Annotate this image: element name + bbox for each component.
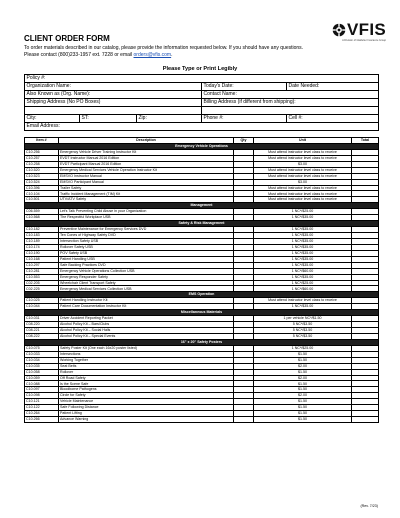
- item-description: Working Together: [59, 357, 234, 363]
- unit-price: 1 NC*/$35.00: [254, 304, 352, 310]
- item-number: C10.189: [25, 238, 59, 244]
- item-number: C10.568: [25, 215, 59, 221]
- vfis-logo: [332, 20, 386, 40]
- unit-price: 1 NC*/$35.00: [254, 227, 352, 233]
- item-description: Is the Scene Safe: [59, 381, 234, 387]
- item-description: EMSVO Participant Manual: [59, 179, 234, 185]
- item-number: C10.098: [25, 393, 59, 399]
- item-number: C10.059: [25, 375, 59, 381]
- section-title: Emergency Vehicle Operations: [25, 143, 379, 149]
- item-description: Intersection Safety USB: [59, 238, 234, 244]
- unit-price: $2.00: [254, 393, 352, 399]
- unit-price: $1.50: [254, 405, 352, 411]
- item-description: Trailer Safety: [59, 185, 234, 191]
- unit-price: $2.00: [254, 375, 352, 381]
- unit-price: Must attend instructor level class to receive: [254, 298, 352, 304]
- unit-price: 1 NC*/$25.00: [254, 209, 352, 215]
- todays-date-field[interactable]: Today's Date:: [202, 83, 287, 91]
- unit-price: 5 NC*/$3.50: [254, 333, 352, 339]
- item-number: C10.266: [25, 417, 59, 423]
- item-description: Traffic Incident Management (TIM) Kit: [59, 191, 234, 197]
- item-description: EMSVO Instructor Manual: [59, 173, 234, 179]
- qty-input[interactable]: [234, 417, 254, 423]
- unit-price: $2.00: [254, 363, 352, 369]
- item-number: C08.222: [25, 333, 59, 339]
- header-item: Item #: [25, 138, 59, 144]
- intro-text: [24, 45, 384, 59]
- item-number: C10.264: [25, 411, 59, 417]
- item-description: Seat Belts: [59, 363, 234, 369]
- unit-price: 1 NC*/$35.00: [254, 274, 352, 280]
- shipping-address-blank[interactable]: [25, 107, 202, 115]
- item-description: Patient Handling Instructor Kit: [59, 298, 234, 304]
- item-number: C10.281: [25, 268, 59, 274]
- item-number: C10.088: [25, 381, 59, 387]
- unit-price: 1 NC*/$35.00: [254, 244, 352, 250]
- unit-price: 1 NC*/$35.00: [254, 256, 352, 262]
- unit-price: 1 NC*/$60.00: [254, 286, 352, 292]
- header-total: Total: [352, 138, 379, 144]
- unit-price: Must attend instructor level class to receive: [254, 173, 352, 179]
- policy-field[interactable]: Policy #:: [25, 75, 379, 83]
- item-number: C10.523: [25, 173, 59, 179]
- order-table-body: [25, 143, 379, 422]
- item-number: C10.097: [25, 387, 59, 393]
- item-number: C10.033: [25, 351, 59, 357]
- item-description: Emergency Medical Services Vehicle Operation Instructor Kit: [59, 167, 234, 173]
- unit-price: $1.50: [254, 411, 352, 417]
- section-title: 16" x 20" Safety Posters: [25, 339, 379, 345]
- header-description: Description: [59, 138, 234, 144]
- unit-price: Must attend instructor level class to receive: [254, 185, 352, 191]
- intro-line-2: [24, 52, 384, 59]
- item-number: C10.104: [25, 191, 59, 197]
- item-description: Preventive Maintenance for Emergency Services DVD: [59, 227, 234, 233]
- unit-price: Must attend instructor level class to receive: [254, 191, 352, 197]
- email-link[interactable]: orders@vfis.com: [133, 52, 172, 58]
- item-description: Wheelchair Client Transport Safety: [59, 280, 234, 286]
- section-title: Miscellaneous Materials: [25, 310, 379, 316]
- item-description: Rollover Safety USB: [59, 244, 234, 250]
- header-unit: Unit: [254, 138, 352, 144]
- item-description: EVDT Instructor Manual 2016 Edition: [59, 155, 234, 161]
- billing-address-field[interactable]: Billing Address (if different from shipping):: [202, 99, 379, 107]
- item-description: Bloodborne Pathogens: [59, 387, 234, 393]
- item-number: C10.044: [25, 304, 59, 310]
- item-number: C02.205: [25, 280, 59, 286]
- item-number: C10.524: [25, 179, 59, 185]
- unit-price: 1 NC*/$60.00: [254, 268, 352, 274]
- intro-contact: Please contact (800)233-1957 ext. 7228 or email: [24, 52, 134, 58]
- email-address-field[interactable]: Email Address:: [25, 123, 379, 131]
- section-title: Management: [25, 203, 379, 209]
- unit-price: 5 NC*/$3.50: [254, 322, 352, 328]
- item-number: C10.168: [25, 256, 59, 262]
- item-number: C08.221: [25, 328, 59, 334]
- item-number: C10.182: [25, 227, 59, 233]
- unit-price: $1.50: [254, 381, 352, 387]
- item-description: Patient Care Documentation Instructor Kit: [59, 304, 234, 310]
- table-row: [25, 417, 379, 423]
- item-number: C10.075: [25, 345, 59, 351]
- unit-price: 1 NC*/$35.00: [254, 233, 352, 239]
- total-input[interactable]: [352, 417, 379, 423]
- item-number: C10.501: [25, 197, 59, 203]
- item-description: Safety Poster Kit (One each 16x20 poster listed): [59, 345, 234, 351]
- item-number: C10.183: [25, 233, 59, 239]
- unit-price: $1.50: [254, 369, 352, 375]
- item-number: C10.122: [25, 405, 59, 411]
- item-number: C10.297: [25, 262, 59, 268]
- header-qty: Qty: [234, 138, 254, 144]
- item-number: C10.258: [25, 161, 59, 167]
- print-legibly-note: Please Type or Print Legibly: [162, 66, 238, 72]
- organization-field[interactable]: Organization Name:: [25, 83, 202, 91]
- order-table: [24, 137, 379, 423]
- unit-price: $1.50: [254, 357, 352, 363]
- unit-price: 1 NC*/$35.00: [254, 215, 352, 221]
- item-description: Emergency Vehicle Operations Collection USB: [59, 268, 234, 274]
- item-number: C02.225: [25, 286, 59, 292]
- billing-address-blank[interactable]: [202, 107, 379, 115]
- item-description: Alcohol Policy Kit – Bars/Clubs: [59, 322, 234, 328]
- item-number: C10.190: [25, 250, 59, 256]
- unit-price: $1.50: [254, 351, 352, 357]
- item-description: Safe Following Distance: [59, 405, 234, 411]
- revision-note: (Rev. 7/23): [360, 504, 378, 508]
- zip-field[interactable]: Zip:: [137, 115, 202, 123]
- item-description: Intersections: [59, 351, 234, 357]
- item-number: C10.035: [25, 363, 59, 369]
- item-description: Alcohol Policy Kit – Social Halls: [59, 328, 234, 334]
- unit-price: Must attend instructor level class to receive: [254, 197, 352, 203]
- item-description: Patient Handling USB: [59, 256, 234, 262]
- logo-text: VFIS: [347, 20, 386, 39]
- unit-price: 1 NC*/$35.00: [254, 250, 352, 256]
- item-description: Alcohol Policy Kit – Special Events: [59, 333, 234, 339]
- unit-price: Must attend instructor level class to receive: [254, 149, 352, 155]
- item-description: Ten Cones of Highway Safety DVD: [59, 233, 234, 239]
- item-number: C10.174: [25, 244, 59, 250]
- item-description: Emergency Medical Services Collection USB: [59, 286, 234, 292]
- section-title: Safety & Risk Management: [25, 221, 379, 227]
- unit-price: $1.50: [254, 387, 352, 393]
- unit-price: $1.50: [254, 417, 352, 423]
- item-number: C10.025: [25, 298, 59, 304]
- item-number: C10.031: [25, 316, 59, 322]
- item-description: Patient Lifting: [59, 411, 234, 417]
- item-number: C08.220: [25, 322, 59, 328]
- unit-price: 1 NC*/$35.00: [254, 262, 352, 268]
- item-description: Emergency Responder Safety: [59, 274, 234, 280]
- date-needed-field[interactable]: Date Needed:: [287, 83, 379, 91]
- item-description: Emergency Vehicle Driver Training Instructor Kit: [59, 149, 234, 155]
- item-number: C10.256: [25, 149, 59, 155]
- unit-price: $3.00: [254, 179, 352, 185]
- section-title: EMS Operation: [25, 292, 379, 298]
- city-field[interactable]: City:: [25, 115, 80, 123]
- item-description: Circle for Safety: [59, 393, 234, 399]
- unit-price: 5 NC*/$3.50: [254, 328, 352, 334]
- intro-line-1: To order materials described in our catalog, please provide the information requested below. If you should have any questions.: [24, 45, 304, 51]
- item-number: C10.553: [25, 274, 59, 280]
- item-description: Driver Accident Reporting Packet: [59, 316, 234, 322]
- customer-info-form: [24, 74, 379, 131]
- unit-price: 1 NC*/$25.00: [254, 280, 352, 286]
- page-title: CLIENT ORDER FORM: [24, 34, 110, 43]
- unit-price: 1 NC*/$25.00: [254, 345, 352, 351]
- shipping-address-field[interactable]: Shipping Address (No PO Boxes): [25, 99, 202, 107]
- state-field[interactable]: ST:: [80, 115, 137, 123]
- item-description: Let's Talk Preventing Child Abuse in your Organization: [59, 209, 234, 215]
- unit-price: 1 NC*/$35.00: [254, 238, 352, 244]
- item-description: POV Safety USB: [59, 250, 234, 256]
- contact-name-field[interactable]: Contact Name:: [202, 91, 379, 99]
- item-description: Rollover: [59, 369, 234, 375]
- item-number: C10.058: [25, 369, 59, 375]
- item-number: C10.257: [25, 155, 59, 161]
- item-description: EVDT Participant Manual 2016 Edition: [59, 161, 234, 167]
- item-description: Advance Warning: [59, 417, 234, 423]
- phone-field[interactable]: Phone #:: [202, 115, 287, 123]
- item-number: C10.034: [25, 357, 59, 363]
- item-description: Vehicle Maintenance: [59, 399, 234, 405]
- logo-subtitle: A Division of Glatfelter Insurance Group: [342, 39, 386, 42]
- item-number: C06.559: [25, 209, 59, 215]
- vfis-emblem-icon: [332, 23, 346, 37]
- unit-price: Must attend instructor level class to receive: [254, 155, 352, 161]
- item-description: Off Road Safety: [59, 375, 234, 381]
- intro-end: .: [171, 52, 173, 58]
- item-number: C10.396: [25, 185, 59, 191]
- item-description: The Respectful Workplace USB: [59, 215, 234, 221]
- item-number: C10.520: [25, 167, 59, 173]
- item-description: UTV/ATV Safety: [59, 197, 234, 203]
- item-description: Safe Backing Practices DVD: [59, 262, 234, 268]
- unit-price: $1.50: [254, 399, 352, 405]
- unit-price: 1 per vehicle NC*/$1.50: [254, 316, 352, 322]
- unit-price: $3.00: [254, 161, 352, 167]
- also-known-as-field[interactable]: Also Known as (Org. Name):: [25, 91, 202, 99]
- item-number: C10.121: [25, 399, 59, 405]
- unit-price: Must attend instructor level class to receive: [254, 167, 352, 173]
- cell-field[interactable]: Cell #:: [287, 115, 379, 123]
